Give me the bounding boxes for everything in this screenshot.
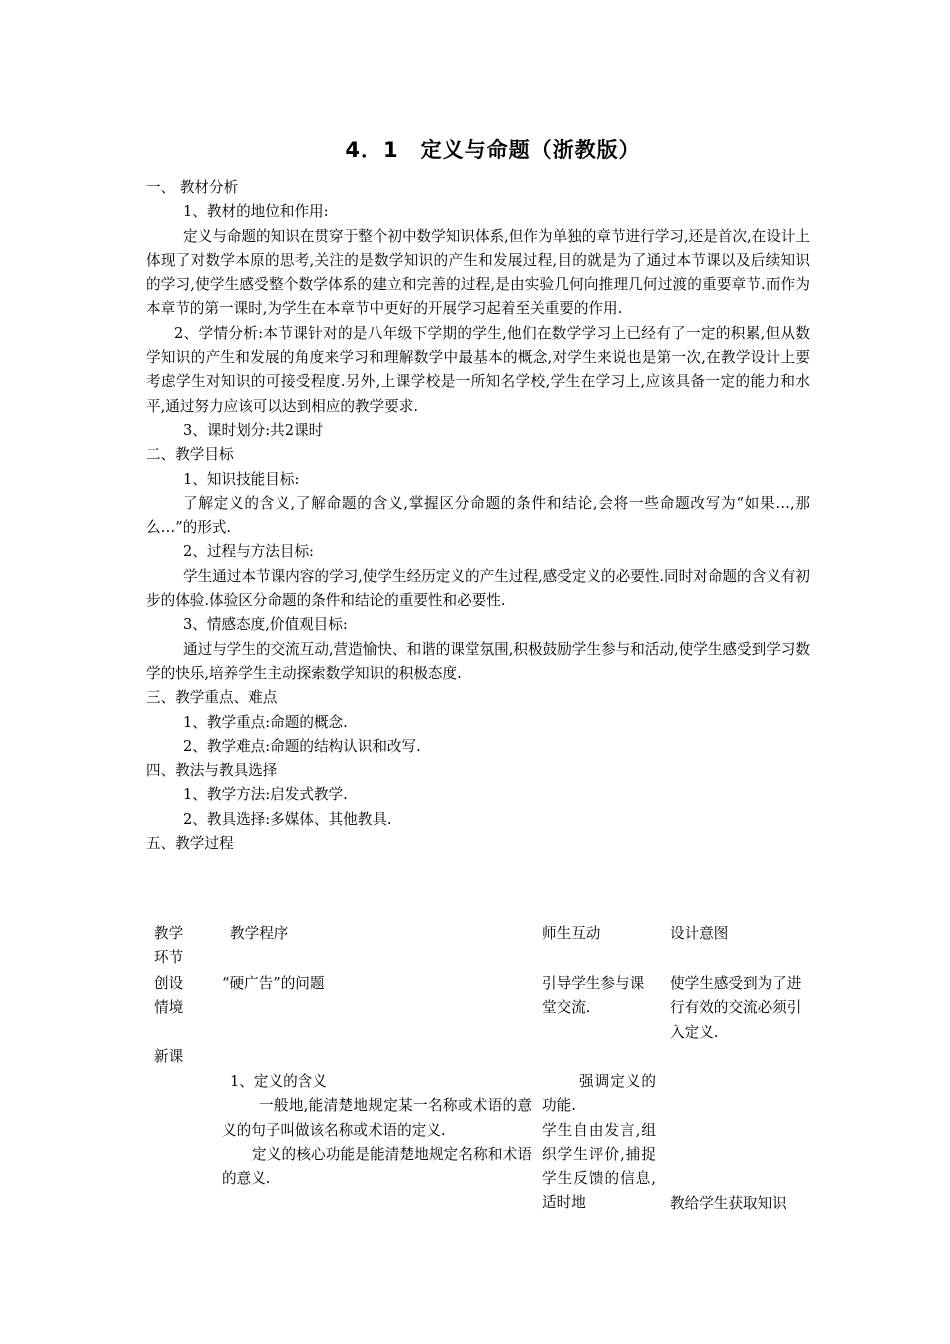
paragraph: 定义与命题的知识在贯穿于整个初中数学知识体系,但作为单独的章节进行学习,还是首次,在设计上体现了对数学本原的思考,关注的是数学知识的产生和发展过程,目的就是为了通过本节课以及后续知识的学习,使学生感受整个数学体系的建立和完善的过程,是由实验几何向推理几何过渡的重要章节.而作为本章节的第一课时,为学生在本章节中更好的开展学习起着至关重要的作用.: [146, 227, 810, 318]
paragraph: 学生通过本节课内容的学习,使学生经历定义的产生过程,感受定义的必要性.同时对命题的含义有初步的体验.体验区分命题的条件和结论的重要性和必要性.: [146, 567, 810, 610]
paragraph: 1、教学方法:启发式教学.: [183, 786, 348, 804]
table-cell-interaction: [542, 1070, 656, 1216]
table-header-cell: 教学环节: [154, 925, 184, 967]
section-heading: 五、教学过程: [146, 835, 234, 853]
subsection-heading: 1、知识技能目标:: [183, 470, 300, 488]
program-paragraph: 定义的核心功能是能清楚地规定名称和术语的意义.: [222, 1145, 532, 1188]
table-cell-program: [222, 1070, 532, 1191]
program-paragraph: 一般地,能清楚地规定某一名称或术语的意义的句子叫做该名称或术语的定义.: [222, 1097, 532, 1139]
table-row: [146, 1045, 810, 1245]
paragraph: 1、教学重点:命题的概念.: [183, 713, 348, 731]
paragraph: 了解定义的含义,了解命题的含义,掌握区分命题的条件和结论,会将一些命题改写为“如果…,那么…”的形式.: [146, 494, 810, 537]
teaching-process-table: [146, 922, 810, 1245]
program-heading: 1、定义的含义: [230, 1073, 327, 1090]
table-header-row: [146, 922, 810, 972]
paragraph: 2、教具选择:多媒体、其他教具.: [183, 810, 392, 828]
interaction-paragraph: 强调定义的功能.: [542, 1073, 656, 1115]
paragraph: 2、教学难点:命题的结构认识和改写.: [183, 737, 421, 755]
section-heading: 四、教法与教具选择: [146, 762, 278, 780]
table-cell-stage: 新课: [154, 1048, 184, 1065]
table-cell-intent: 教给学生获取知识: [670, 1195, 787, 1212]
table-cell-interaction: 引导学生参与课堂交流.: [542, 975, 645, 1017]
subsection-heading: 1、教材的地位和作用:: [183, 203, 329, 221]
subsection-heading: 2、过程与方法目标:: [183, 543, 314, 561]
table-cell-intent: 使学生感受到为了进行有效的交流必须引入定义.: [670, 975, 802, 1041]
interaction-paragraph: 学生自由发言,组织学生评价,捕捉学生反馈的信息,适时地: [542, 1121, 656, 1212]
table-row: [146, 972, 810, 1045]
table-header-cell: 教学程序: [230, 925, 289, 942]
table-cell-stage: 创设情境: [154, 975, 184, 1017]
table-cell-program: “硬广告”的问题: [222, 975, 325, 992]
section-heading: 三、教学重点、难点: [146, 689, 278, 707]
document-body: [146, 176, 810, 856]
table-header-cell: 师生互动: [542, 925, 601, 942]
paragraph: 2、学情分析:本节课针对的是八年级下学期的学生,他们在数学学习上已经有了一定的积累,但从数学知识的产生和发展的角度来学习和理解数学中最基本的概念,对学生来说也是第一次,在教学设计上要考虑学生对知识的可接受程度.另外,上课学校是一所知名学校,学生在学习上,应该具备一定的能力和水平,通过努力应该可以达到相应的教学要求.: [146, 324, 810, 415]
paragraph: 通过与学生的交流互动,营造愉快、和谐的课堂氛围,积极鼓励学生参与和活动,使学生感受到学习数学的快乐,培养学生主动探索数学知识的积极态度.: [146, 640, 810, 682]
paragraph: 3、课时划分:共2课时: [183, 421, 324, 439]
section-heading: 一、 教材分析: [146, 179, 239, 196]
document-title: 4．1 定义与命题（浙教版）: [345, 138, 641, 162]
section-heading: 二、教学目标: [146, 446, 234, 464]
table-header-cell: 设计意图: [670, 925, 729, 942]
subsection-heading: 3、情感态度,价值观目标:: [183, 616, 348, 634]
